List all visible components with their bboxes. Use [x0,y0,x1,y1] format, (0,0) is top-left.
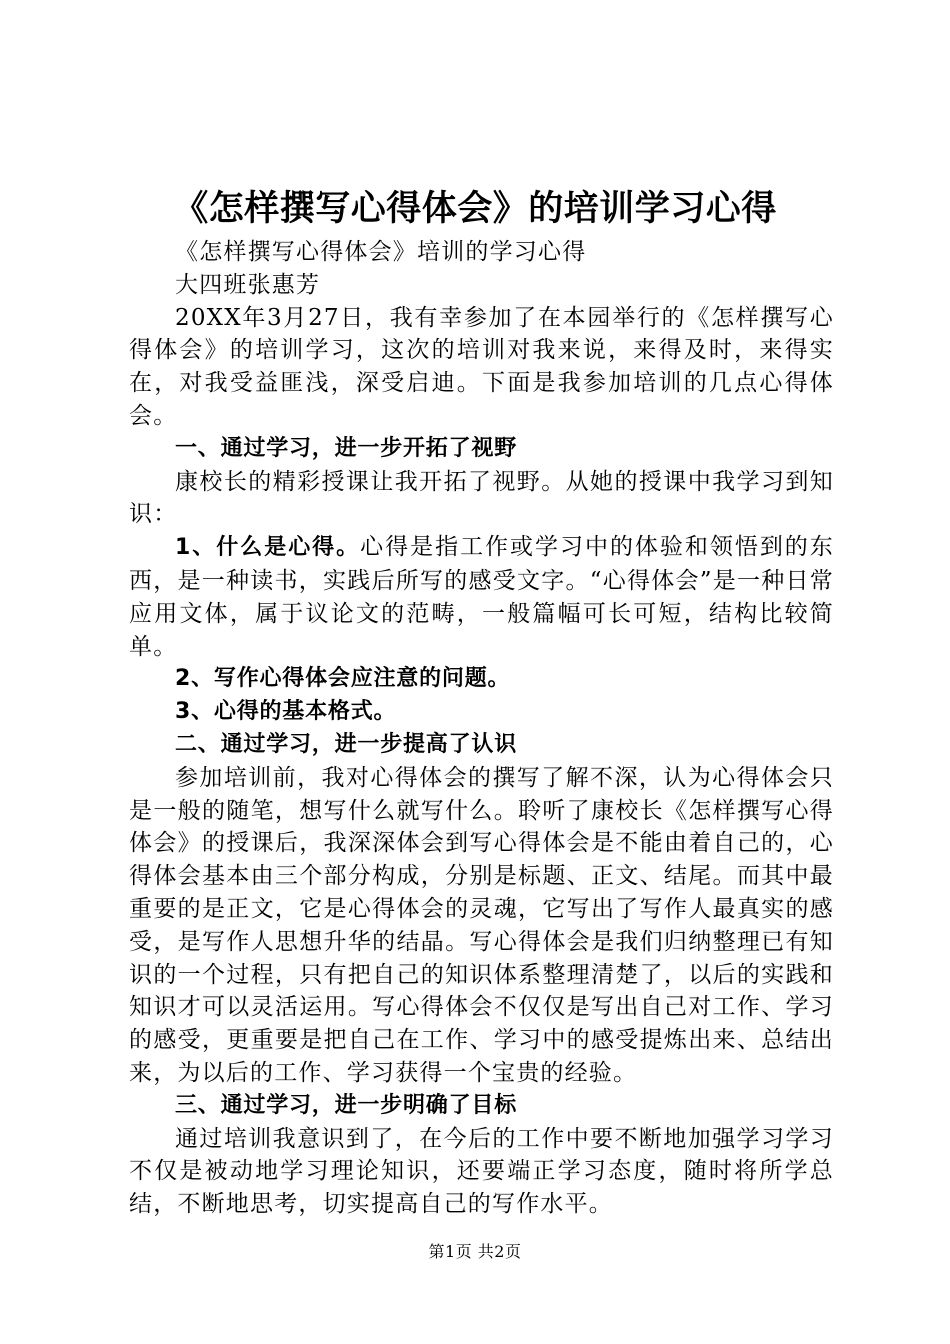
section-3-paragraph: 通过培训我意识到了，在今后的工作中要不断地加强学习学习不仅是被动地学习理论知识，还要端正学习态度，随时将所学总结，不断地思考，切实提高自己的写作水平。 [129,1125,834,1218]
section-1-item-2: 2、写作心得体会应注意的问题。 [175,666,511,692]
section-1-paragraph: 康校长的精彩授课让我开拓了视野。从她的授课中我学习到知识： [129,468,834,528]
item-1-lead: 1、什么是心得。 [175,535,361,561]
section-2-paragraph: 参加培训前，我对心得体会的撰写了解不深，认为心得体会只是一般的随笔，想写什么就写什么。聆听了康校长《怎样撰写心得体会》的授课后，我深深体会到写心得体会是不能由着自己的，心得体会基本由三个部分构成，分别是标题、正文、结尾。而其中最重要的是正文，它是心得体会的灵魂，它写出了写作人最真实的感受，是写作人思想升华的结晶。写心得体会是我们归纳整理已有知识的一个过程，只有把自己的知识体系整理清楚了，以后的实践和知识才可以灵活运用。写心得体会不仅仅是写出自己对工作、学习的感受，更重要是把自己在工作、学习中的感受提炼出来、总结出来，为以后的工作、学习获得一个宝贵的经验。 [129,764,834,1086]
subtitle: 《怎样撰写心得体会》培训的学习心得 [175,239,587,265]
document-body [129,236,834,1221]
section-3-heading: 三、通过学习，进一步明确了目标 [175,1092,518,1118]
intro-paragraph: 20XX年3月27日，我有幸参加了在本园举行的《怎样撰写心得体会》的培训学习，这次的培训对我来说，来得及时，来得实在，对我受益匪浅，深受启迪。下面是我参加培训的几点心得体会。 [129,304,834,429]
section-1-heading: 一、通过学习，进一步开拓了视野 [175,435,518,461]
section-1-item-3: 3、心得的基本格式。 [175,699,397,725]
section-2-heading: 二、通过学习，进一步提高了认识 [175,731,518,757]
page-footer: 第1页 共2页 [428,1242,522,1261]
author-line: 大四班张惠芳 [175,271,321,298]
item-1-text: 心得是指工作或学习中的体验和领悟到的东西，是一种读书，实践后所写的感受文字。“心得体会”是一种日常应用文体，属于议论文的范畴，一般篇幅可长可短，结构比较简单。 [129,534,834,660]
section-1-item-1 [129,531,834,663]
document-title: 《怎样撰写心得体会》的培训学习心得 [173,189,777,229]
